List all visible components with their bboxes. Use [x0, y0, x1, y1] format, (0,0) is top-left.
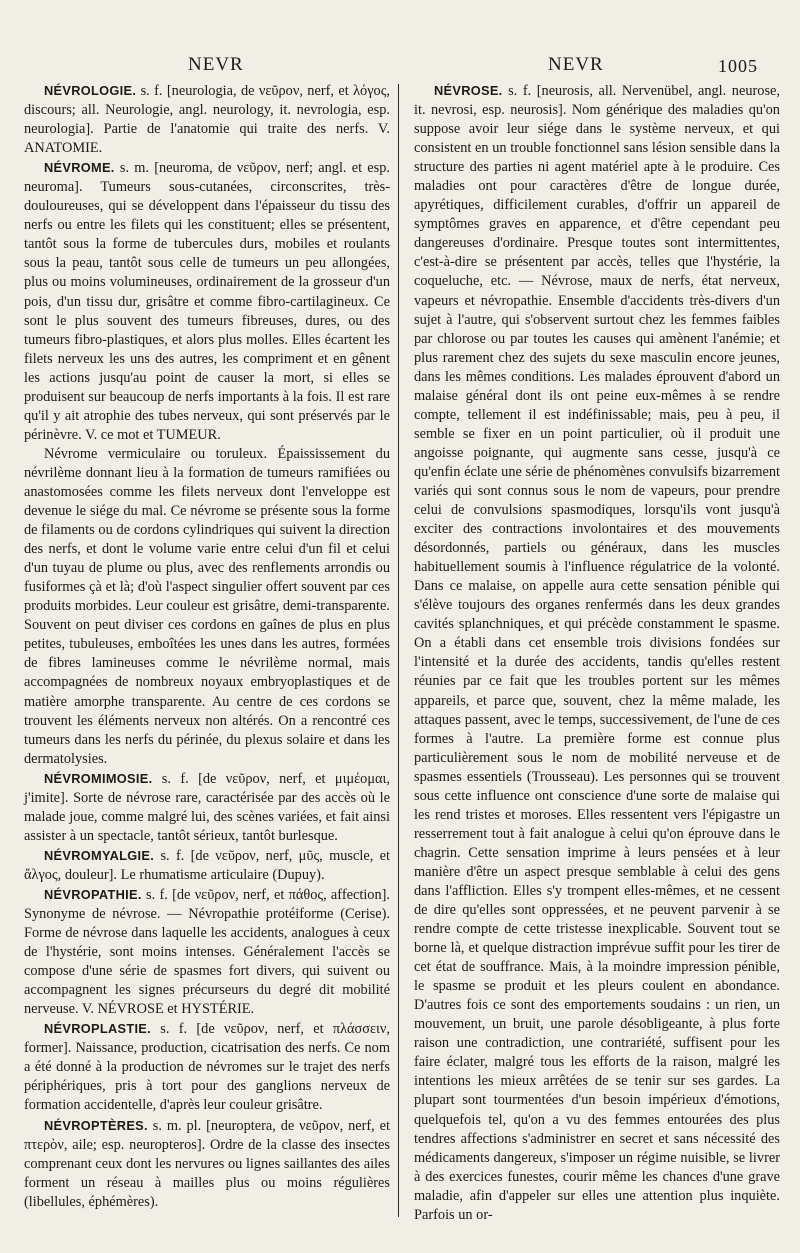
etymology: s. f. [de νεῦρον, nerf, et πάθος, affection]. [146, 886, 391, 903]
running-head-right: NEVR [548, 54, 604, 75]
headword: NÉVROPTÈRES. [44, 1117, 148, 1133]
entry-nevrose [414, 81, 780, 1225]
definition: Synonyme de névrose. — Névropathie protéiforme (Cerise). Forme de névrose dans laquelle les accidents, analogues à ceux de l'hystérie, sont moins intenses. Généralement l'accès se compose d'une série de spasmes fort divers, qui suivent ou accompagnent les signes précurseurs du degré dit mobilité nerveuse. V. NÉVROSE et HYSTÉRIE. [24, 906, 390, 1018]
etymology: s. f. [neurosis, all. Nervenübel, angl. neurose, it. nevrosi, esp. neurosis]. [414, 83, 781, 119]
entry-nevromimosie [24, 769, 390, 846]
entry-nevroplastie [24, 1019, 390, 1115]
headword: NÉVROMIMOSIE. [44, 770, 153, 786]
definition: Partie de l'anatomie qui traite des nerfs. V. ANATOMIE. [24, 121, 391, 157]
headword: NÉVROLOGIE. [44, 83, 137, 98]
headword: NÉVROMYALGIE. [44, 847, 155, 863]
definition: Tumeurs sous-cutanées, circonscrites, très-douloureuses, qui se développent dans l'épaisseur du tissu des nerfs ou entre les filets qui les constituent; elles se présentent, tantôt sous la forme de tubercules durs, mobiles et roulants sous la peau, tantôt sous celle de tumeurs un peu allongées, plus ou moins volumineuses, ordinairement de la grosseur d'un pois, d'un tissu dur, grisâtre et comme fibro-cartilagineux. Ce sont le plus souvent des tumeurs fibreuses, dures, ou des tumeurs fibro-plastiques, et alors plus molles. Elles écartent les filets nerveux les uns des autres, les compriment et en gênent les actions jusqu'au point de causer la mort, si elles se produisent sur beaucoup de nerfs importants à la fois. Il est rare qu'il y ait atrophie des tubes nerveux, qui sont préservés par le périnèvre. V. ce mot et TUMEUR. [24, 179, 391, 443]
etymology: s. m. pl. [neuroptera, de νεῦρον, nerf, et πτερὸν, aile; esp. neuropteros]. [24, 1117, 390, 1153]
definition: Nom générique des maladies qu'on suppose avoir leur siége dans le système nerveux, et qui consistent en un trouble fonctionnel sans lésion sensible dans la structure des parties ni agent matériel apte à le produire. Ces maladies ont pour caractères d'être de longue durée, apyrétiques, difficilement curables, d'offrir un appareil de symptômes graves en apparence, et d'être cependant peu dangereuses d'ordinaire. Presque toutes sont intermittentes, c'est-à-dire se présentent par accès, telles que l'hystérie, la coqueluche, etc. — Névrose, maux de nerfs, état nerveux, vapeurs et névropathie. Ensemble d'accidents très-divers d'un sujet à l'autre, qui s'observent surtout chez les femmes faibles par chlorose ou par toutes les causes qui amènent l'anémie; et plus rarement chez des sujets du sexe masculin encore jeunes, dans les mêmes conditions. Les malades éprouvent d'abord un malaise général dont ils ont peine eux-mêmes à se rendre compte, tellement il est indéfinissable; mais, peu à peu, il semble se fixer en un point particulier, où il produit une angoisse poignante, qui augmente sans cesse, jusqu'à ce qu'enfin éclate une série de phénomènes convulsifs bizarrement variés qui sont connus sous le nom de vapeurs, pour prendre celui de convulsions spasmodiques, lorsqu'ils vont jusqu'à exciter des contractions involontaires et des mouvements désordonnés, partiels ou généraux, dans les muscles habituellement soumis à l'influence régulatrice de la volonté. Dans ce malaise, on appelle aura cette sensation pénible qui s'élève toujours des organes renfermés dans les deux grandes cavités splanchniques, et qui précède constamment le spasme. On a établi dans cet ensemble trois divisions fondées sur l'intensité et la durée des accidents, tandis qu'elles restent réunies par ce fait que les troubles portent sur les mêmes appareils, et parce que, souvent, chez la même malade, les attaques passent, avec le temps, successivement, de l'une de ces formes à l'autre. La première forme est connue plus particulièrement sous le nom de mobilité nerveuse et de spasmes essentiels (Trousseau). Les personnes qui se trouvent sous cette influence ont conscience d'une sorte de malaise qui les rend tristes et moroses. Elles ressentent vers l'épigastre un resserrement tout à fait analogue à celui qu'on éprouve dans le chagrin. Cette sensation imprime à leurs pensées et à leur manière d'être un aspect presque semblable à celui des gens dans l'affliction. Elles s'y trompent elles-mêmes, et ne cessent de dire qu'elles sont oppressées, et ne peuvent parvenir à se rendre compte de cette tristesse inexplicable. Souvent tout se borne là, et quelque distraction imprévue suffit pour les tirer de cet état de souffrance. Mais, à la moindre impression pénible, le spasme se produit et les pleurs coulent en abondance. D'autres fois ce sont des emportements soudains : un rien, un mouvement, un bruit, une parole désobligeante, à plus forte raison une contradiction, une contrariété, suffisent pour les faire éclater, malgré tous les efforts de la raison, malgré les intentions les mieux arrêtées de se tenir sur ses gardes. La plupart sont tourmentées d'un besoin impérieux d'émotions, quelquefois tel, qu'on a vu des femmes entourées des plus tendres affections s'administrer en secret et sans nécessité des médicaments dangereux, s'imposer un régime nuisible, se livrer à des exercices funestes, courir même les chances d'une grave maladie, afin d'appeler sur elles une attention plus inquiète. Parfois un or- [414, 102, 780, 1223]
headword: NÉVROSE. [434, 83, 503, 98]
headword: NÉVROPATHIE. [44, 886, 142, 902]
definition: Ordre de la classe des insectes comprenant ceux dont les nervures ou lignes saillantes des ailes forment un réseau à mailles plus ou moins régulières (libellules, éphémères). [24, 1136, 390, 1210]
etymology: s. f. [de νεῦρον, nerf, et πλάσσειν, former]. [24, 1021, 390, 1057]
entry-nevrome-vermiculaire [24, 445, 390, 769]
page-number: 1005 [718, 56, 758, 76]
etymology: s. f. [de νεῦρον, nerf, et μιμέομαι, j'imite]. [24, 770, 390, 806]
etymology: s. f. [neurologia, de νεῦρον, nerf, et λόγος, discours; all. Neurologie, angl. neurology, it. nevrologia, esp. neurologia]. [24, 83, 390, 138]
etymology: s. m. [neuroma, de νεῦρον, nerf; angl. et esp. neuroma]. [24, 160, 390, 196]
definition: Le rhumatisme articulaire (Dupuy). [120, 866, 325, 883]
entry-nevromyalgie [24, 846, 390, 885]
definition: Naissance, production, cicatrisation des nerfs. Ce nom a été donné à la production de névromes sur le trajet des nerfs périphériques, pris à tort pour des ganglions nerveux de formation accidentelle, d'après leur couleur grisâtre. [24, 1040, 391, 1114]
etymology: s. f. [de νεῦρον, nerf, μῦς, muscle, et ἄλγος, douleur]. [24, 847, 390, 883]
headword: NÉVROME. [44, 160, 115, 176]
column-divider [398, 84, 399, 1217]
right-column [414, 81, 780, 1225]
running-head-left: NEVR [188, 54, 244, 75]
headword: NÉVROPLASTIE. [44, 1021, 151, 1037]
entry-nevrologie [24, 81, 390, 158]
entry-nevropathie [24, 885, 390, 1019]
entry-nevropteres [24, 1116, 390, 1212]
entry-nevrome [24, 158, 390, 445]
definition: Névrome vermiculaire ou toruleux. Épaississement du névrilème donnant lieu à la formation de tumeurs ramifiées ou anastomosées comme les filets nerveux dont l'enveloppe est devenue le siége du mal. Ce névrome se présente sous la forme de filaments ou de cordons cylindriques qui suivent la direction des nerfs, et dont le volume varie entre celui d'un fil et celui d'un tuyau de plume ou plus, avec des renflements arrondis ou fusiformes çà et là; d'où l'aspect singulier offert souvent par ces produits morbides. Leur couleur est grisâtre, demi-transparente. Souvent on peut diviser ces cordons en gaînes de plus en plus petites, tubuleuses, emboîtées les unes dans les autres, formées de fibres lamineuses comme le névrilème normal, mais accompagnées de nombreux noyaux embryoplastiques et de matière amorphe transparente. Au centre de ces cordons se trouvent les éléments nerveux non altérés. On a rencontré ces tumeurs dans les nerfs du périnée, du plexus solaire et dans les dermatolysies. [24, 445, 390, 767]
definition: Sorte de névrose rare, caractérisée par des accès où le malade joue, comme malgré lui, des scènes variées, et fait ainsi assister à un spectacle, tantôt sérieux, tantôt burlesque. [24, 789, 391, 844]
left-column [24, 81, 390, 1212]
